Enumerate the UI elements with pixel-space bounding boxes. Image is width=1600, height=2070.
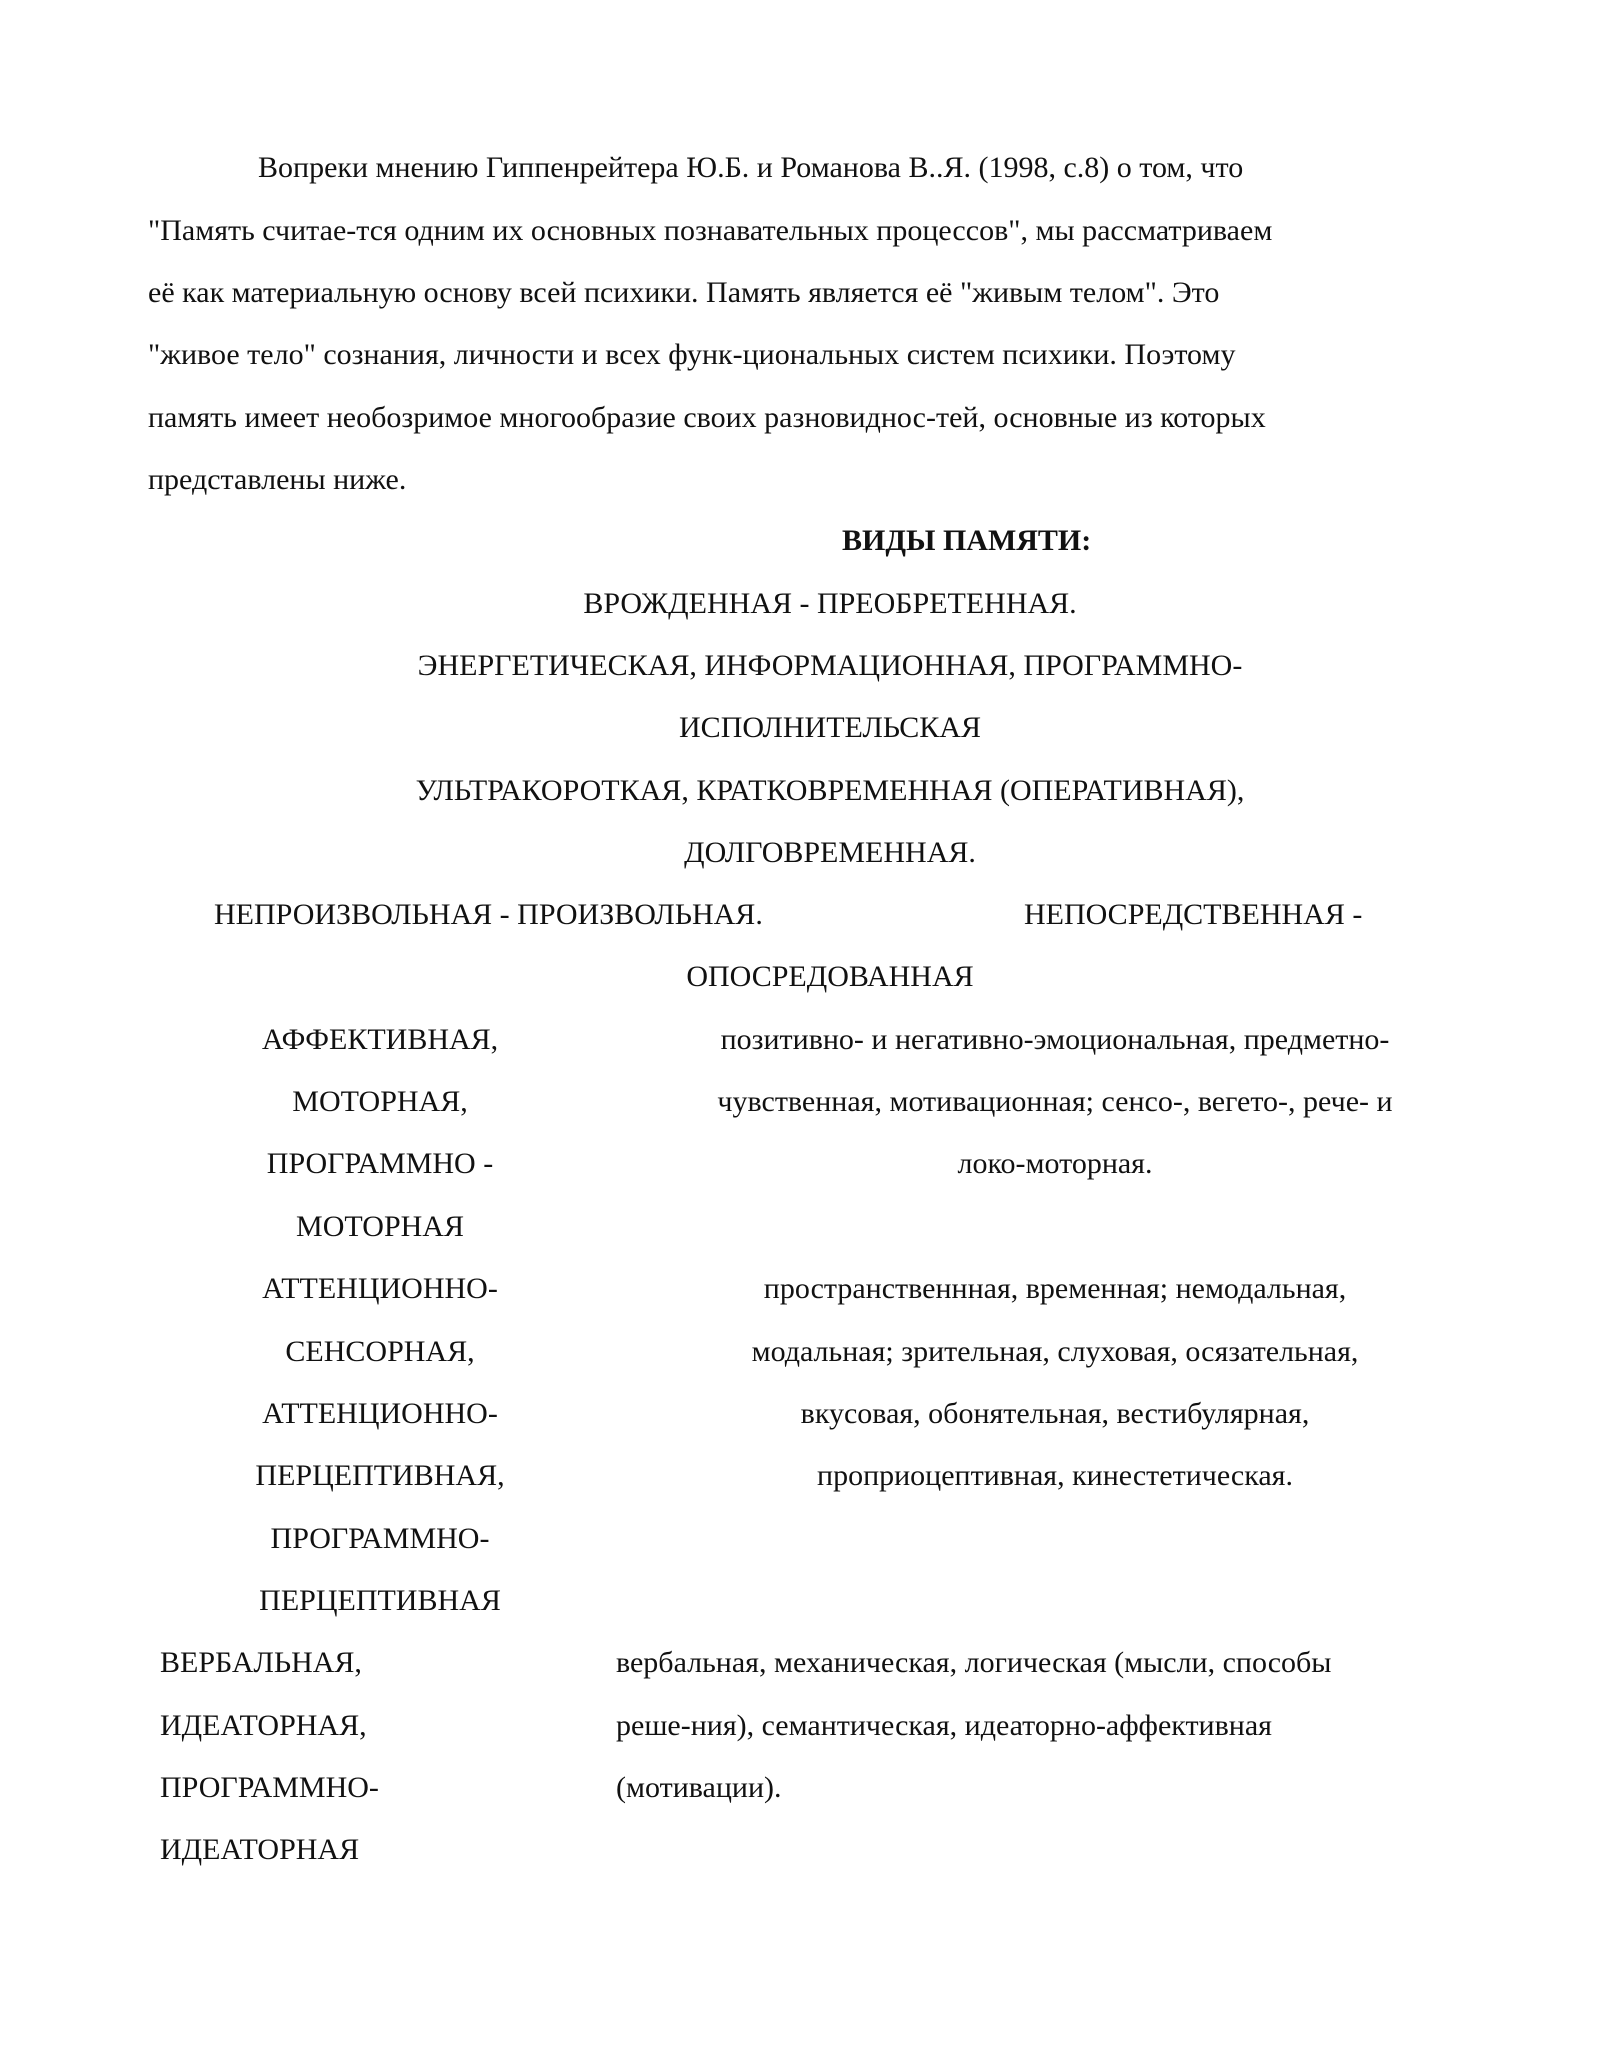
intro-line-4: "живое тело" сознания, личности и всех функ-циональных систем психики. Поэтому — [148, 338, 1236, 371]
block2-right-3: вкусовая, обонятельная, вестибулярная, — [800, 1397, 1310, 1430]
block2-left-5: ПРОГРАММНО- — [270, 1522, 490, 1555]
block3-left-3: ПРОГРАММНО- — [160, 1771, 379, 1804]
block2-left-1: АТТЕНЦИОННО- — [262, 1272, 498, 1305]
intro-line-2: "Память считае-тся одним их основных познавательных процессов", мы рассматриваем — [148, 214, 1273, 247]
block2-right-4: проприоцептивная, кинестетическая. — [817, 1459, 1293, 1492]
block3-left-2: ИДЕАТОРНАЯ, — [160, 1709, 367, 1742]
block2-right-2: модальная; зрительная, слуховая, осязательная, — [751, 1335, 1359, 1368]
block3-right-2: реше-ния), семантическая, идеаторно-аффективная — [616, 1709, 1272, 1742]
block2-left-4: ПЕРЦЕПТИВНАЯ, — [255, 1459, 505, 1492]
type-voluntary-left: НЕПРОИЗВОЛЬНАЯ - ПРОИЗВОЛЬНАЯ. — [214, 898, 763, 931]
block1-left-2: МОТОРНАЯ, — [292, 1085, 468, 1118]
block2-right-1: пространственнная, временная; немодальная, — [763, 1272, 1347, 1305]
type-mediated: ОПОСРЕДОВАННАЯ — [686, 960, 974, 993]
block2-left-3: АТТЕНЦИОННО- — [262, 1397, 498, 1430]
type-duration-line2: ДОЛГОВРЕМЕННАЯ. — [684, 836, 976, 869]
block3-right-3: (мотивации). — [616, 1771, 782, 1804]
block2-left-6: ПЕРЦЕПТИВНАЯ — [259, 1584, 501, 1617]
intro-line-3: её как материальную основу всей психики. Память является её "живым телом". Это — [148, 276, 1220, 309]
type-duration-line1: УЛЬТРАКОРОТКАЯ, КРАТКОВРЕМЕННАЯ (ОПЕРАТИВНАЯ), — [415, 774, 1245, 807]
section-heading: ВИДЫ ПАМЯТИ: — [842, 524, 1092, 557]
type-energetic-line1: ЭНЕРГЕТИЧЕСКАЯ, ИНФОРМАЦИОННАЯ, ПРОГРАММНО- — [417, 649, 1243, 682]
type-energetic-line2: ИСПОЛНИТЕЛЬСКАЯ — [679, 711, 981, 744]
block1-right-3: локо-моторная. — [957, 1147, 1153, 1180]
block1-right-1: позитивно- и негативно-эмоциональная, предметно- — [720, 1023, 1390, 1056]
block1-left-4: МОТОРНАЯ — [296, 1210, 464, 1243]
type-voluntary-right: НЕПОСРЕДСТВЕННАЯ - — [1024, 898, 1363, 931]
block1-left-1: АФФЕКТИВНАЯ, — [261, 1023, 499, 1056]
block1-left-3: ПРОГРАММНО - — [266, 1147, 494, 1180]
block3-right-1: вербальная, механическая, логическая (мысли, способы — [616, 1646, 1332, 1679]
block2-left-2: СЕНСОРНАЯ, — [285, 1335, 475, 1368]
type-innate-acquired: ВРОЖДЕННАЯ - ПРЕОБРЕТЕННАЯ. — [583, 587, 1077, 620]
block1-right-2: чувственная, мотивационная; сенсо-, вегето-, рече- и — [717, 1085, 1393, 1118]
block3-left-1: ВЕРБАЛЬНАЯ, — [160, 1646, 362, 1679]
intro-line-6: представлены ниже. — [148, 463, 407, 496]
intro-line-5: память имеет необозримое многообразие своих разновиднос-тей, основные из которых — [148, 401, 1266, 434]
block3-left-4: ИДЕАТОРНАЯ — [160, 1833, 360, 1866]
intro-line-1: Вопреки мнению Гиппенрейтера Ю.Б. и Романова В..Я. (1998, с.8) о том, что — [258, 151, 1244, 184]
